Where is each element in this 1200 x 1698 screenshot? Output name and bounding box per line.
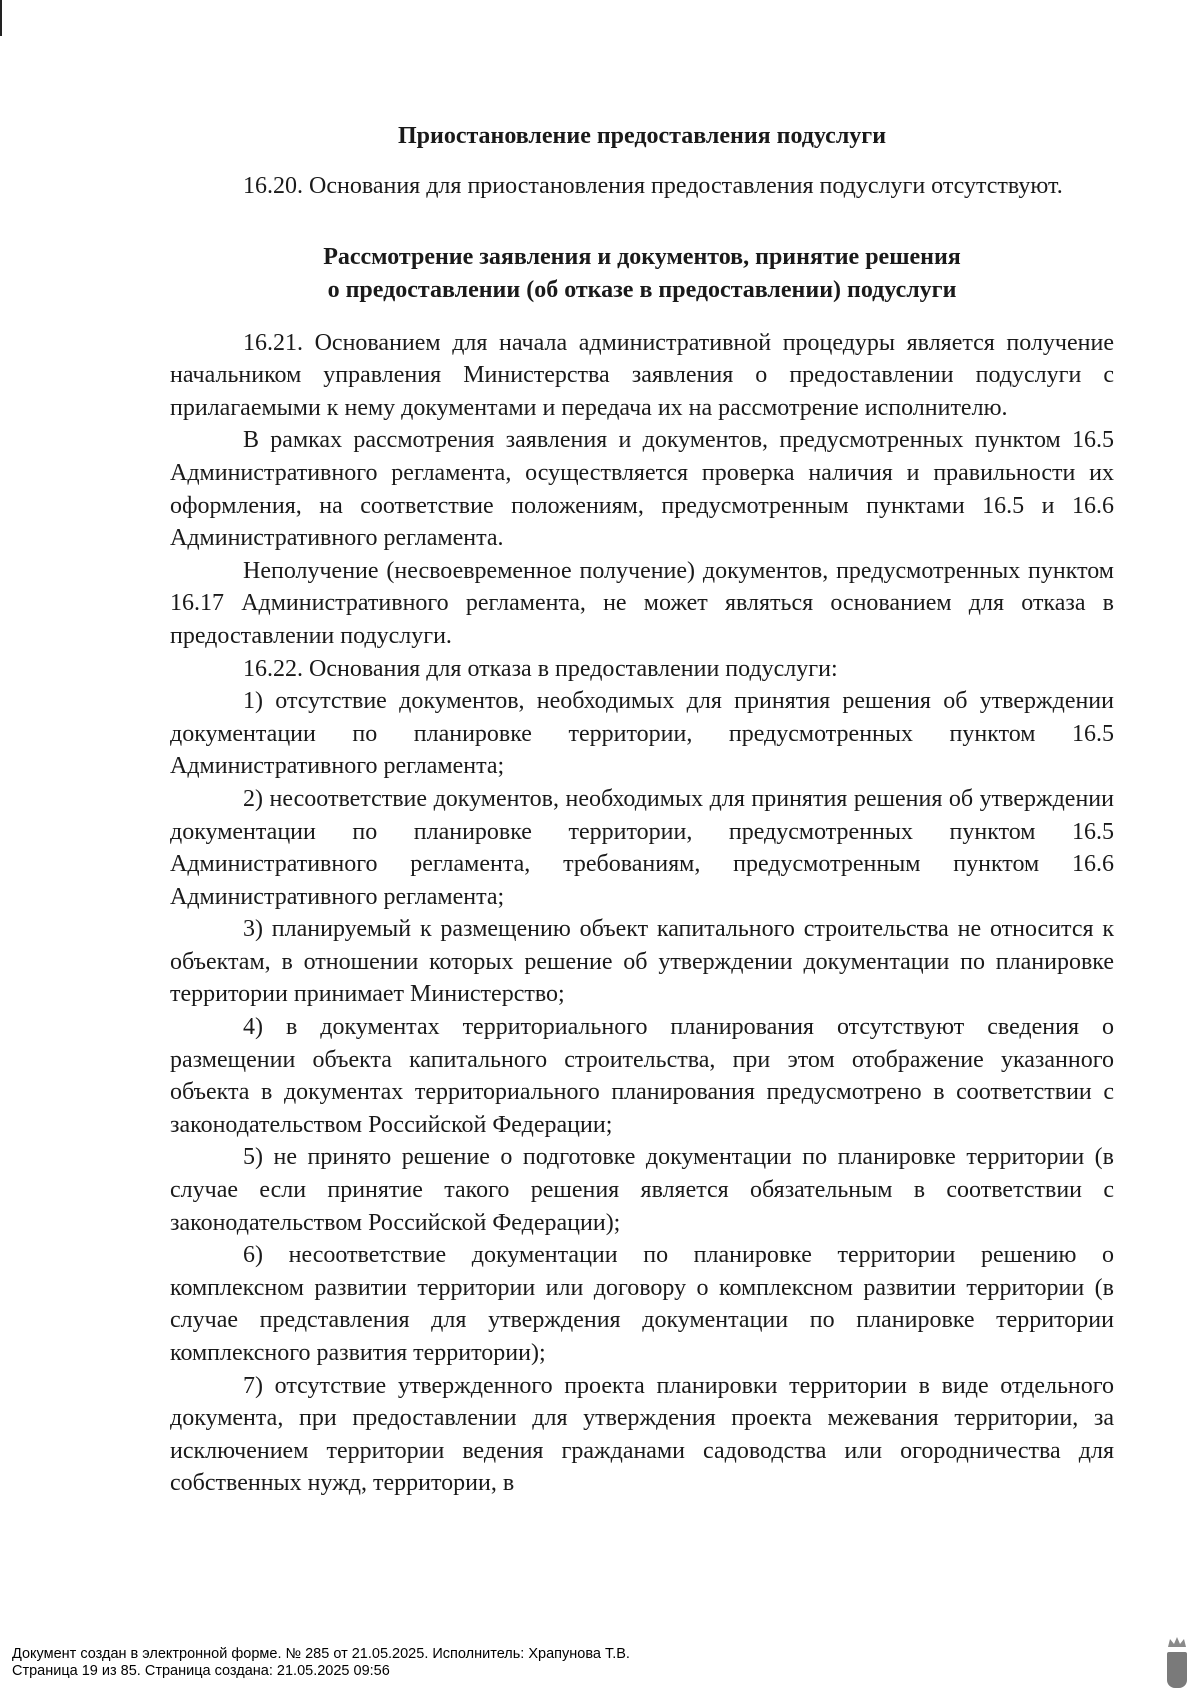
list-item-refusal-1: 1) отсутствие документов, необходимых для принятия решения об утверждении документации по планировке территории, предусмотренных пунктом 16.5 Административного регламента; xyxy=(170,688,1114,780)
scan-edge-mark xyxy=(0,0,2,36)
section-title-suspension: Приостановление предоставления подуслуги xyxy=(397,123,887,149)
paragraph-review-scope: В рамках рассмотрения заявления и документов, предусмотренных пунктом 16.5 Административного регламента, осуществляется проверка наличия и правильности их оформления, на соответствие положениям, предусмотренным пунктами 16.5 и 16.6 Административного регламента. xyxy=(170,427,1114,552)
paragraph-16-22: 16.22. Основания для отказа в предоставлении подуслуги: xyxy=(243,655,838,682)
document-footer xyxy=(12,1646,630,1680)
document-page xyxy=(170,120,1114,1500)
section-title-review-line1: Рассмотрение заявления и документов, принятие решения xyxy=(323,243,961,270)
list-item-refusal-5: 5) не принято решение о подготовке документации по планировке территории (в случае если принятие такого решения является обязательным в соответствии с законодательством Российской Федерации); xyxy=(170,1144,1114,1236)
section-title-review xyxy=(170,241,1114,307)
shield-icon xyxy=(1167,1652,1187,1688)
footer-line-1: Документ создан в электронной форме. № 285 от 21.05.2025. Исполнитель: Храпунова Т.В. xyxy=(12,1646,630,1662)
list-item-refusal-4: 4) в документах территориального планирования отсутствуют сведения о размещении объекта капитального строительства, при этом отображение указанного объекта в документах территориального планирования предусмотрено в соответствии с законодательством Российской Федерации; xyxy=(170,1014,1114,1138)
section-title-review-line2: о предоставлении (об отказе в предоставлении) подуслуги xyxy=(327,276,957,303)
list-item-refusal-2: 2) несоответствие документов, необходимых для принятия решения об утверждении документации по планировке территории, предусмотренных пунктом 16.5 Административного регламента, требованиям, предусмотренным пунктом 16.6 Административного регламента; xyxy=(170,785,1114,910)
paragraph-16-21: 16.21. Основанием для начала административной процедуры является получение начальником управления Министерства заявления о предоставлении подуслуги с прилагаемыми к нему документами и передача их на рассмотрение исполнителю. xyxy=(170,329,1114,421)
list-item-refusal-6: 6) несоответствие документации по планировке территории решению о комплексном развитии территории или договору о комплексном развитии территории (в случае представления для утверждения документации по планировке территории комплексного развития территории); xyxy=(170,1242,1114,1366)
footer-line-2: Страница 19 из 85. Страница создана: 21.05.2025 09:56 xyxy=(12,1663,390,1679)
crown-icon xyxy=(1167,1636,1187,1648)
list-item-refusal-7: 7) отсутствие утвержденного проекта планировки территории в виде отдельного документа, при предоставлении для утверждения проекта межевания территории, за исключением территории ведения гражданами садоводства или огородничества для собственных нужд, территории, в xyxy=(170,1372,1114,1497)
paragraph-16-20: 16.20. Основания для приостановления предоставления подуслуги отсутствуют. xyxy=(243,173,1063,199)
coat-of-arms-icon xyxy=(1167,1636,1187,1688)
list-item-refusal-3: 3) планируемый к размещению объект капитального строительства не относится к объектам, в отношении которых решение об утверждении документации по планировке территории принимает Министерство; xyxy=(170,916,1114,1008)
paragraph-non-receipt: Неполучение (несвоевременное получение) документов, предусмотренных пунктом 16.17 Административного регламента, не может являться основанием для отказа в предоставлении подуслуги. xyxy=(170,557,1114,649)
